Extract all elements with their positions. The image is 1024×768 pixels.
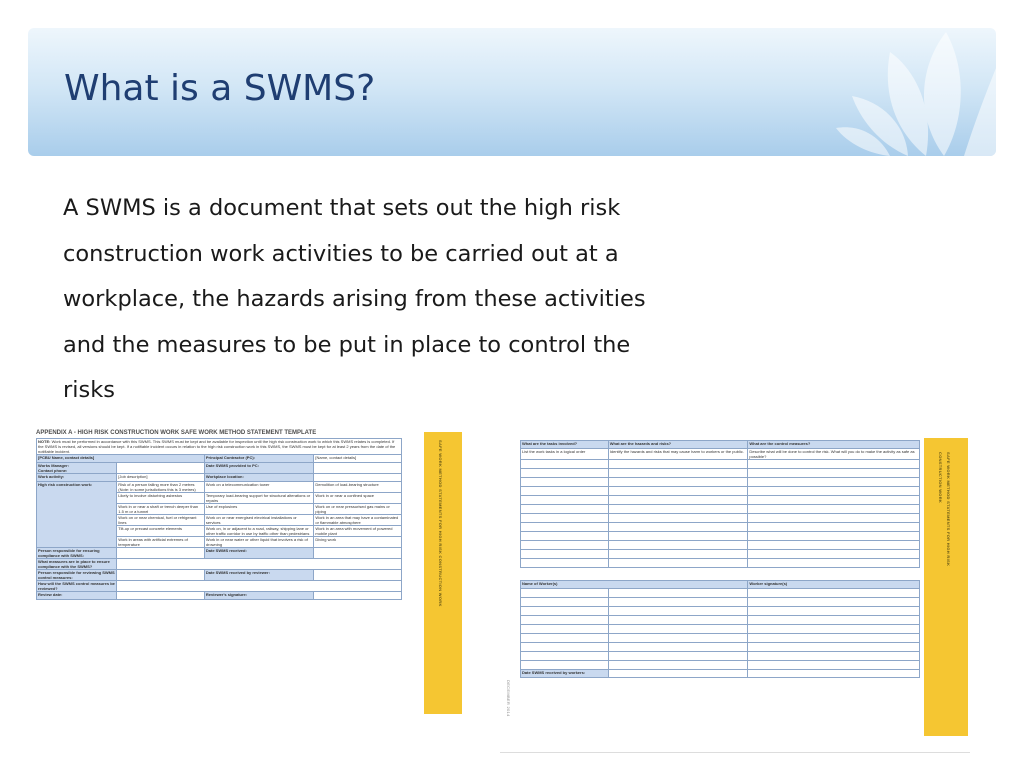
table-row — [521, 514, 920, 523]
table-row — [521, 607, 920, 616]
hazards-header: What are the hazards and risks? — [608, 441, 748, 449]
table-row — [521, 661, 920, 670]
table-row — [521, 478, 920, 487]
hrcw-item: Diving work — [314, 537, 402, 548]
table-row — [521, 541, 920, 550]
table-row — [521, 487, 920, 496]
tasks-sub: List the work tasks in a logical order — [521, 449, 609, 460]
work-activity-cell: Work activity: — [37, 474, 117, 482]
template-table — [36, 438, 402, 600]
hrcw-item: Work on or near pressurised gas mains or piping — [314, 504, 402, 515]
person-reviewing-cell: Person responsible for reviewing SWMS control measures: — [37, 570, 117, 581]
tab-right-line2: CONSTRUCTION WORK — [938, 452, 943, 504]
how-reviewed-cell: How will the SWMS control measures be reviewed? — [38, 581, 115, 591]
what-measures-cell: What measures are in place to ensure compliance with the SWMS? — [37, 559, 117, 570]
date-received-workers-cell: Date SWMS received by workers: — [521, 670, 609, 678]
works-manager-cell: Works Manager: — [38, 463, 70, 468]
table-row — [521, 550, 920, 559]
hrcw-item: Work in an area with movement of powered mobile plant — [314, 526, 402, 537]
review-date-cell: Review date: — [37, 592, 117, 600]
side-code-text: DECEMBER 2014 — [506, 680, 511, 717]
table-row — [521, 581, 920, 589]
table-row — [521, 625, 920, 634]
tab-right-line1: SAFE WORK METHOD STATEMENTS FOR HIGH RISK — [946, 452, 951, 567]
swms-template-page-1 — [36, 430, 402, 712]
hrcw-item: Work on or near chemical, fuel or refrigerant lines — [117, 515, 205, 526]
hrcw-item: Use of explosives — [204, 504, 314, 515]
table-row — [37, 482, 402, 493]
table-row — [37, 474, 402, 482]
table-row — [521, 652, 920, 661]
title-banner — [28, 28, 996, 156]
table-row — [521, 589, 920, 598]
table-row — [521, 441, 920, 449]
hrcw-item: Likely to involve disturbing asbestos — [117, 493, 205, 504]
table-row — [521, 523, 920, 532]
hrcw-item: Work on or near energised electrical installations or services — [204, 515, 314, 526]
hrcw-item: Risk of a person falling more than 2 metres (Note: in some jurisdictions this is 3 metres) — [117, 482, 205, 493]
hrcw-item: Work in an area that may have a contaminated or flammable atmosphere — [314, 515, 402, 526]
controls-sub: Describe what will be done to control the risk. What will you do to make the activity as safe as possible? — [748, 449, 920, 460]
table-row — [521, 643, 920, 652]
table-row — [37, 463, 402, 474]
slide-body-text: A SWMS is a document that sets out the high risk construction work activities to be carried out at a workplace, the hazards arising from these activities and the measures to be put in place to control the risks — [63, 195, 646, 403]
table-row — [37, 548, 402, 559]
contact-phone-cell: Contact phone: — [38, 468, 68, 473]
table-row — [521, 449, 920, 460]
controls-header: What are the control measures? — [748, 441, 920, 449]
date-received-cell: Date SWMS received: — [204, 548, 314, 559]
hrcw-item: Work on a telecommunication tower — [204, 482, 314, 493]
hrcw-item: Work in or near a confined space — [314, 493, 402, 504]
note-text: Work must be performed in accordance with this SWMS. This SWMS must be kept and be available for inspection until the high risk construction work to which this SWMS relates is completed. If the SWMS is revised, all versions should be kept. If a notifiable incident occurs in relation to the high risk construction work in this SWMS, the SWMS must be kept for at least 2 years from the date of the notifiable incident. — [38, 439, 396, 454]
tab-left-text: SAFE WORK METHOD STATEMENTS FOR HIGH RISK CONSTRUCTION WORK — [438, 440, 443, 607]
table-row — [521, 670, 920, 678]
tasks-header: What are the tasks involved? — [521, 441, 609, 449]
table-row — [521, 496, 920, 505]
hrcw-item: Work on, in or adjacent to a road, railway, shipping lane or other traffic corridor in use by traffic other than pedestrians — [204, 526, 314, 537]
hrcw-label-cell: High risk construction work: — [37, 482, 117, 548]
hrcw-item: Tilt-up or precast concrete elements — [117, 526, 205, 537]
workplace-location-cell: Workplace location: — [204, 474, 314, 482]
note-label: NOTE: — [38, 439, 51, 444]
slide-title: What is a SWMS? — [64, 68, 376, 109]
waratah-logo-icon — [826, 28, 996, 156]
workers-table — [520, 580, 920, 678]
yellow-side-tab-left — [424, 432, 462, 714]
table-row — [521, 559, 920, 568]
date-received-reviewer-cell: Date SWMS received by reviewer: — [204, 570, 314, 581]
person-ensuring-cell: Person responsible for ensuring compliance with SWMS: — [37, 548, 117, 559]
yellow-side-tab-right — [924, 438, 968, 736]
table-row — [521, 532, 920, 541]
table-row — [37, 559, 402, 570]
table-row — [521, 505, 920, 514]
hrcw-item: Work in or near water or other liquid that involves a risk of drowning — [204, 537, 314, 548]
reviewer-signature-cell: Reviewer's signature: — [204, 592, 314, 600]
swms-template-page-2 — [506, 440, 920, 738]
table-row — [37, 581, 402, 592]
tasks-table — [520, 440, 920, 568]
worker-signature-header: Worker signature(s) — [748, 581, 920, 589]
date-provided-cell: Date SWMS provided to PC: — [204, 463, 314, 474]
principal-contractor-cell: Principal Contractor (PC): — [204, 455, 314, 463]
worker-name-header: Name of Worker(s) — [521, 581, 748, 589]
table-row — [521, 469, 920, 478]
name-contact-cell: [Name, contact details] — [314, 455, 402, 463]
hrcw-item: Temporary load-bearing support for structural alterations or repairs — [204, 493, 314, 504]
table-row — [521, 460, 920, 469]
hrcw-item: Demolition of load-bearing structure — [314, 482, 402, 493]
table-row — [37, 455, 402, 463]
table-row — [37, 439, 402, 455]
table-row — [37, 570, 402, 581]
table-row — [521, 598, 920, 607]
table-row — [521, 634, 920, 643]
hrcw-item: Work in areas with artificial extremes of temperature — [117, 537, 205, 548]
pcbu-cell: [PCBU Name, contact details] — [37, 455, 205, 463]
hrcw-item: Work in or near a shaft or trench deeper than 1.5 m or a tunnel — [117, 504, 205, 515]
job-description-cell: [Job description] — [117, 474, 205, 482]
bottom-divider — [500, 752, 970, 753]
hazards-sub: Identify the hazards and risks that may cause harm to workers or the public. — [608, 449, 748, 460]
table-row — [521, 616, 920, 625]
table-row — [37, 592, 402, 600]
template-title: APPENDIX A - HIGH RISK CONSTRUCTION WORK SAFE WORK METHOD STATEMENT TEMPLATE — [36, 430, 317, 436]
